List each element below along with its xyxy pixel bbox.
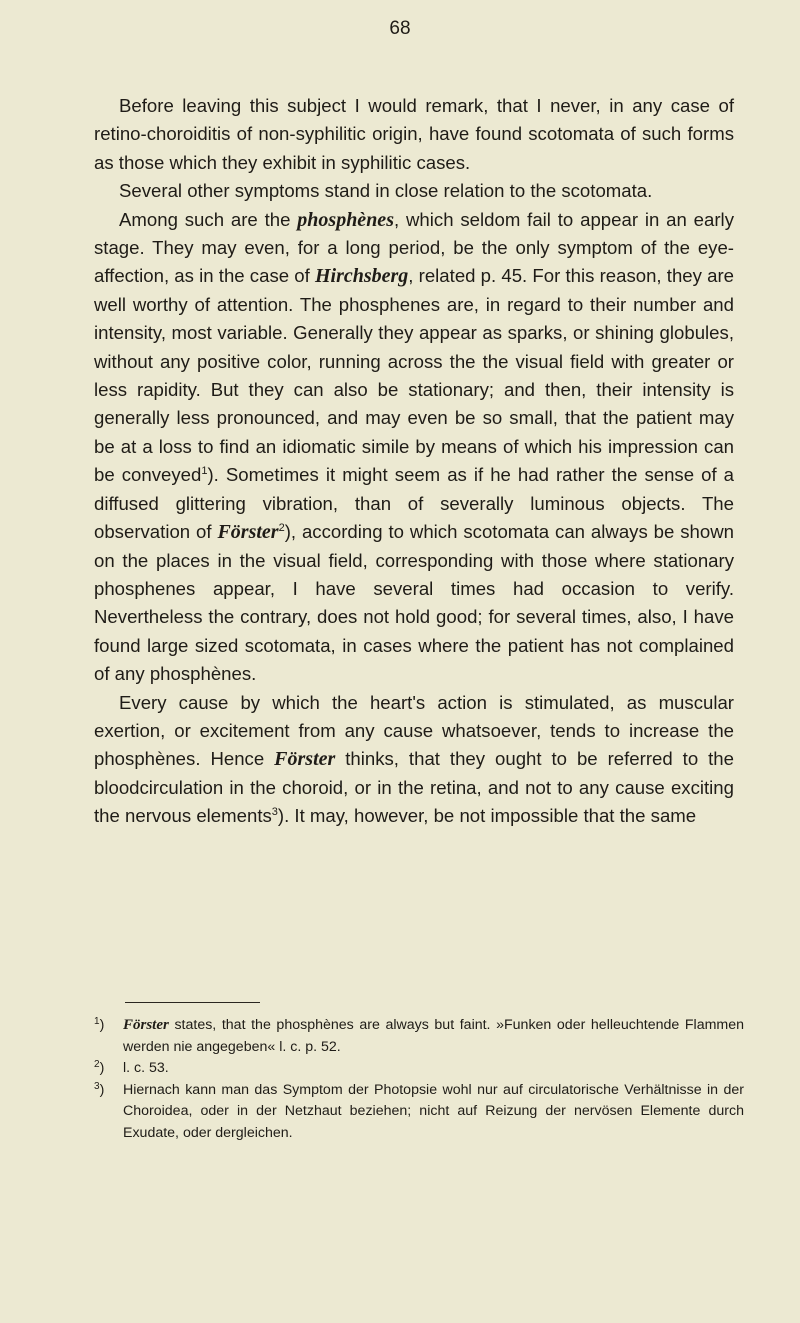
- paragraph: [94, 92, 734, 177]
- italic-name: Hirchsberg: [314, 265, 409, 288]
- footnote-mark: $^3$): [94, 1080, 105, 1098]
- footnote-separator: [125, 1002, 260, 1003]
- footnote-mark: $^1$): [94, 1016, 105, 1033]
- text-run: , related p. 45. For this reason, they are well worthy of attention. The phosphenes are, in regard to their number and intensity, most variable. Generally they appear as sparks, or shining globules, without any positive color, running across the the visual field with greater or less rapidity. But they can also be stationary; and then, their intensity is generally less pronounced, and may even be so small, that the patient may be at a loss to find an idiomatic simile by means of which his impression can be conveyed: [94, 265, 734, 486]
- footnote-reference: 3: [271, 806, 278, 819]
- paragraph: [94, 206, 734, 689]
- footnote: [94, 1058, 744, 1080]
- text-run: Several other symptoms stand in close relation to the scotomata.: [119, 180, 653, 202]
- footnotes: [94, 1015, 744, 1144]
- text-run: Before leaving this subject I would remark, that I never, in any case of retino-choroiditis of non-syphilitic origin, have found scotomata of such forms as those which they exhibit in syphilitic cases.: [94, 95, 734, 173]
- italic-name: Förster: [217, 521, 279, 544]
- text-run: l. c. 53.: [123, 1060, 169, 1076]
- footnote: [94, 1015, 744, 1058]
- footnote-number: 1: [94, 1016, 100, 1027]
- text-run: ), according to which scotomata can always be shown on the places in the visual field, corresponding with those where stationary phosphenes appear, I have several times had occasion to verify. Nevertheless the contrary, does not hold good; for several times, also, I have found large sized scotomata, in cases where the patient has not complained of any phosphènes.: [94, 521, 735, 685]
- footnote-mark: $^2$): [94, 1059, 105, 1076]
- footnote-number: 3: [94, 1080, 100, 1092]
- italic-name: Förster: [274, 748, 336, 771]
- footnote-text: [123, 1015, 744, 1058]
- text-run: states, that the phosphènes are always but faint. »Funken oder helleuchtende Flammen werden nie angegeben« l. c. p. 52.: [123, 1017, 744, 1055]
- footnote: [94, 1080, 744, 1145]
- footnote-text: [123, 1080, 744, 1145]
- text-run: ). It may, however, be not impossible that the same: [277, 805, 697, 827]
- text-run: Among such are the: [119, 208, 298, 230]
- footnote-text: [123, 1058, 744, 1080]
- text-run: Hiernach kann man das Symptom der Photopsie wohl nur auf circulatorische Verhältnisse in der Choroidea, oder in der Netzhaut beziehen; nicht auf Reizung der nervösen Elemente durch Exudate, oder dergleichen.: [123, 1081, 744, 1141]
- text-run: thinks, that they ought to be referred to the bloodcirculation in the choroid, or in the retina, and not to any cause exciting the nervous elements: [94, 748, 734, 827]
- paragraph: [94, 689, 734, 831]
- paragraph: [94, 177, 734, 205]
- italic-name: phosphènes: [297, 208, 394, 231]
- page-number: 68: [389, 18, 411, 39]
- text-run: ). Sometimes it might seem as if he had rather the sense of a diffused glittering vibration, than of severally luminous objects. The observation of: [94, 464, 734, 543]
- footnote-number: 2: [94, 1059, 100, 1070]
- footnote-reference: 1: [201, 465, 208, 478]
- italic-name: Förster: [123, 1017, 169, 1033]
- text-run: , which seldom fail to appear in an early stage. They may even, for a long period, be the only symptom of the eye-affection, as in the case of: [94, 208, 734, 287]
- footnote-reference: 2: [278, 522, 285, 535]
- body-text: [94, 92, 734, 831]
- text-run: Every cause by which the heart's action is stimulated, as muscular exertion, or excitement from any cause whatsoever, tends to increase the phosphènes. Hence: [94, 691, 734, 770]
